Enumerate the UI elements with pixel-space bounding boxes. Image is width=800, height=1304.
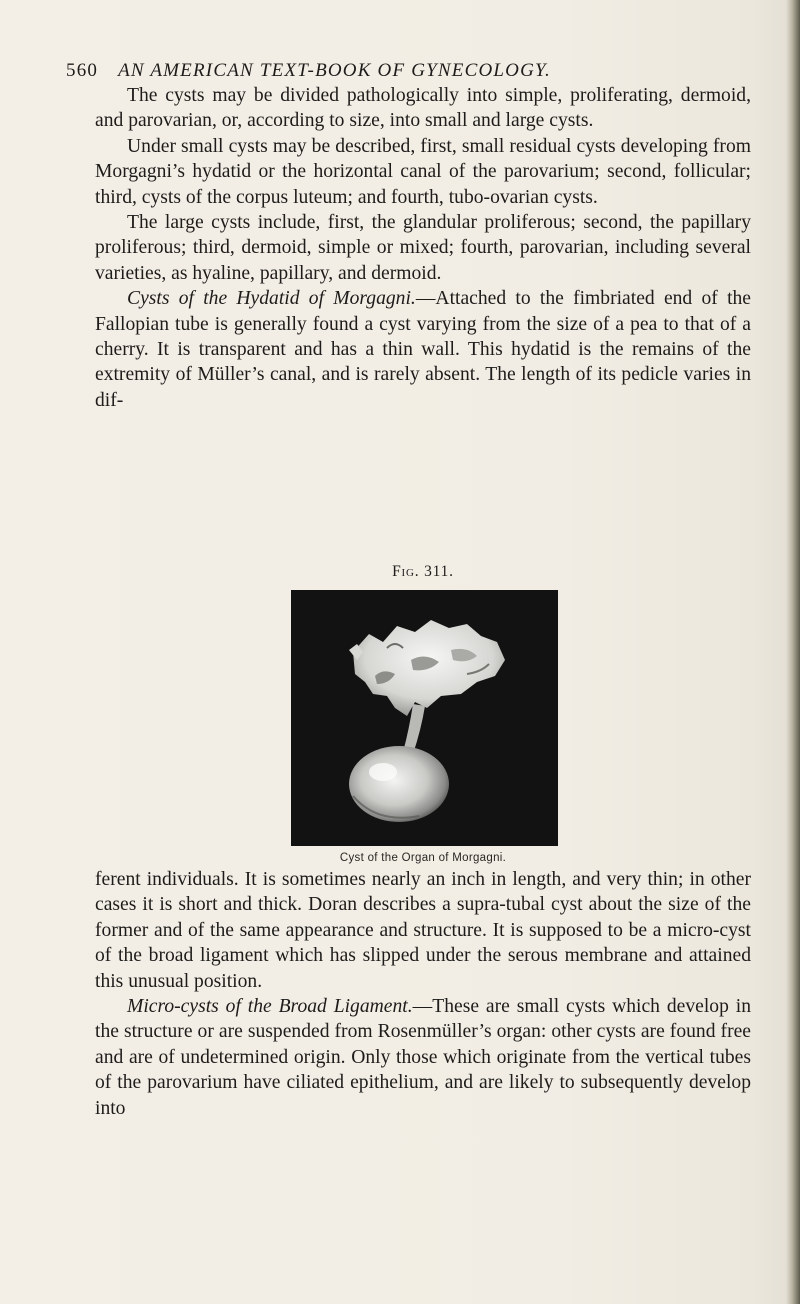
body-text-top [95, 83, 751, 413]
figure-label: Fig. 311. [392, 563, 454, 580]
paragraph: The cysts may be divided pathologically into simple, proliferating, dermoid, and parovarian, or, according to size, into small and large cysts. [95, 85, 751, 132]
paragraph-continued: ferent individuals. It is sometimes nearly an inch in length, and very thin; in other cases it is short and thick. Doran describes a supra-tubal cyst about the size of the former and of the same appearance and structure. It is supposed to be a micro-cyst of the broad ligament which has slipped under the serous membrane and attained this unusual position. [95, 869, 751, 992]
paragraph-text: —These are small cysts which develop in the structure or are suspended from Rosenmüller’s organ: other cysts are found free and are of undetermined origin. Only those which originate from the vertical tubes of the parovarium have ciliated epithelium, and are likely to subsequently develop into [95, 996, 751, 1119]
section-heading: Cysts of the Hydatid of Morgagni. [127, 288, 416, 310]
page-edge-shadow [786, 0, 800, 1304]
body-text-bottom [95, 867, 751, 1121]
paragraph [95, 286, 751, 413]
paragraph-text: —Attached to the fimbriated end of the Fallopian tube is generally found a cyst varying from the size of a pea to that of a cherry. It is transparent and has a thin wall. This hydatid is the remains of the extremity of Müller’s canal, and is rarely absent. The length of its pedicle varies in dif- [95, 288, 752, 411]
running-head [66, 60, 726, 82]
page-number: 560 [66, 60, 99, 81]
paragraph: The large cysts include, first, the glandular proliferous; second, the papillary proliferous; third, dermoid, simple or mixed; fourth, parovarian, including several varieties, as hyaline, papillary, and dermoid. [95, 212, 751, 284]
section-heading: Micro-cysts of the Broad Ligament. [127, 996, 413, 1018]
paragraph: Under small cysts may be described, first, small residual cysts developing from Morgagni’s hydatid or the horizontal canal of the parovarium; second, follicular; third, cysts of the corpus luteum; and fourth, tubo-ovarian cysts. [95, 135, 751, 208]
paragraph [95, 994, 751, 1121]
figure-caption: Cyst of the Organ of Morgagni. [339, 852, 507, 864]
figure-image [291, 590, 558, 846]
cyst-illustration [291, 590, 558, 846]
book-title: AN AMERICAN TEXT-BOOK OF GYNECOLOGY. [118, 60, 551, 81]
